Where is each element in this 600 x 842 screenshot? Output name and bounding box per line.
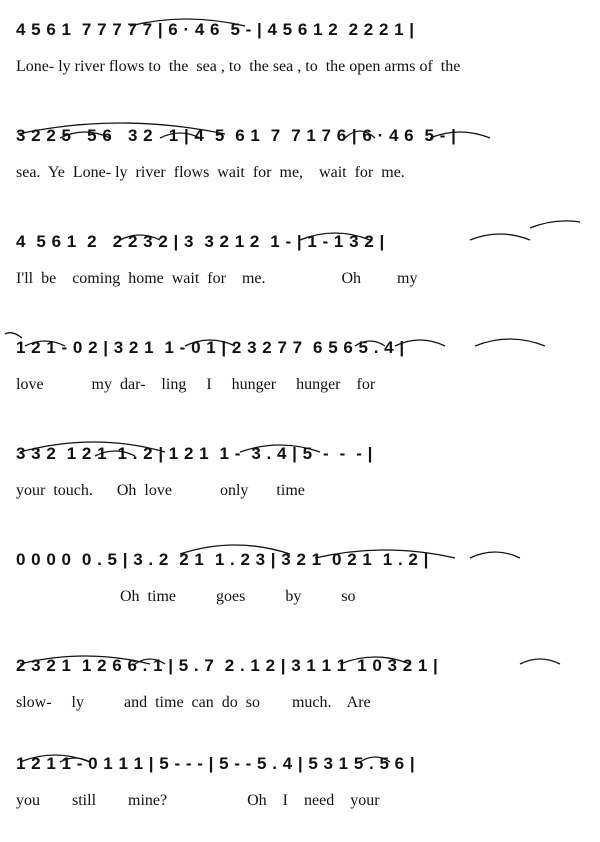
staff-line-1 <box>0 10 600 108</box>
notation-text: 3 2 2 5 5 6 3 2 1 | 4 5 6 1 7 7 1 7 6 | 6 · 4 6 5 - | <box>16 126 457 145</box>
notation-text: 0 0 0 0 0 . 5 | 3 . 2 2 1 1 . 2 3 | 3 2 1 0 2 1 1 . 2 | <box>16 550 429 569</box>
notation-row <box>0 20 600 54</box>
lyric-row <box>0 270 600 300</box>
staff-line-6 <box>0 540 600 638</box>
staff-line-5 <box>0 434 600 532</box>
lyric-text: your touch. Oh love only time <box>16 482 305 499</box>
lyric-row <box>0 58 600 88</box>
lyric-row <box>0 376 600 406</box>
staff-line-4 <box>0 328 600 426</box>
notation-text: 2 3 2 1 1 2 6 6 . 1 | 5 . 7 2 . 1 2 | 3 1 1 1 1 0 3 2 1 | <box>16 656 439 675</box>
lyric-text: slow- ly and time can do so much. Are <box>16 694 371 711</box>
notation-text: 1 2 1 - 0 2 | 3 2 1 1 - 0 1 | 2 3 2 7 7 6 5 6 5 . 4 | <box>16 338 405 357</box>
notation-text: 4 5 6 1 2 2 2 3 2 | 3 3 2 1 2 1 - | 1 - 1 3 2 | <box>16 232 385 251</box>
notation-row <box>0 656 600 690</box>
notation-row <box>0 126 600 160</box>
staff-line-2 <box>0 116 600 214</box>
notation-text: 1 2 1 1 - 0 1 1 1 | 5 - - - | 5 - - 5 . 4 | 5 3 1 5 . 5 6 | <box>16 754 416 773</box>
staff-line-8 <box>0 744 600 842</box>
lyric-text: Oh time goes by so <box>16 588 356 605</box>
notation-row <box>0 444 600 478</box>
notation-text: 4 5 6 1 7 7 7 7 7 | 6 · 4 6 5 - | 4 5 6 1 2 2 2 2 1 | <box>16 20 415 39</box>
notation-row <box>0 232 600 266</box>
notation-row <box>0 550 600 584</box>
staff-line-7 <box>0 646 600 744</box>
lyric-row <box>0 588 600 618</box>
notation-row <box>0 754 600 788</box>
lyric-row <box>0 482 600 512</box>
lyric-text: sea. Ye Lone- ly river flows wait for me, wait for me. <box>16 164 405 181</box>
lyric-row <box>0 164 600 194</box>
notation-row <box>0 338 600 372</box>
lyric-text: I'll be coming home wait for me. Oh my <box>16 270 418 287</box>
lyric-row <box>0 694 600 724</box>
lyric-text: you still mine? Oh I need your <box>16 792 380 809</box>
lyric-text: love my dar- ling I hunger hunger for <box>16 376 376 393</box>
lyric-text: Lone- ly river flows to the sea , to the sea , to the open arms of the <box>16 58 461 75</box>
notation-text: 3 3 2 1 2 1 1 . 2 | 1 2 1 1 - 3 . 4 | 5 - - - | <box>16 444 373 463</box>
lyric-row <box>0 792 600 822</box>
staff-line-3 <box>0 222 600 320</box>
